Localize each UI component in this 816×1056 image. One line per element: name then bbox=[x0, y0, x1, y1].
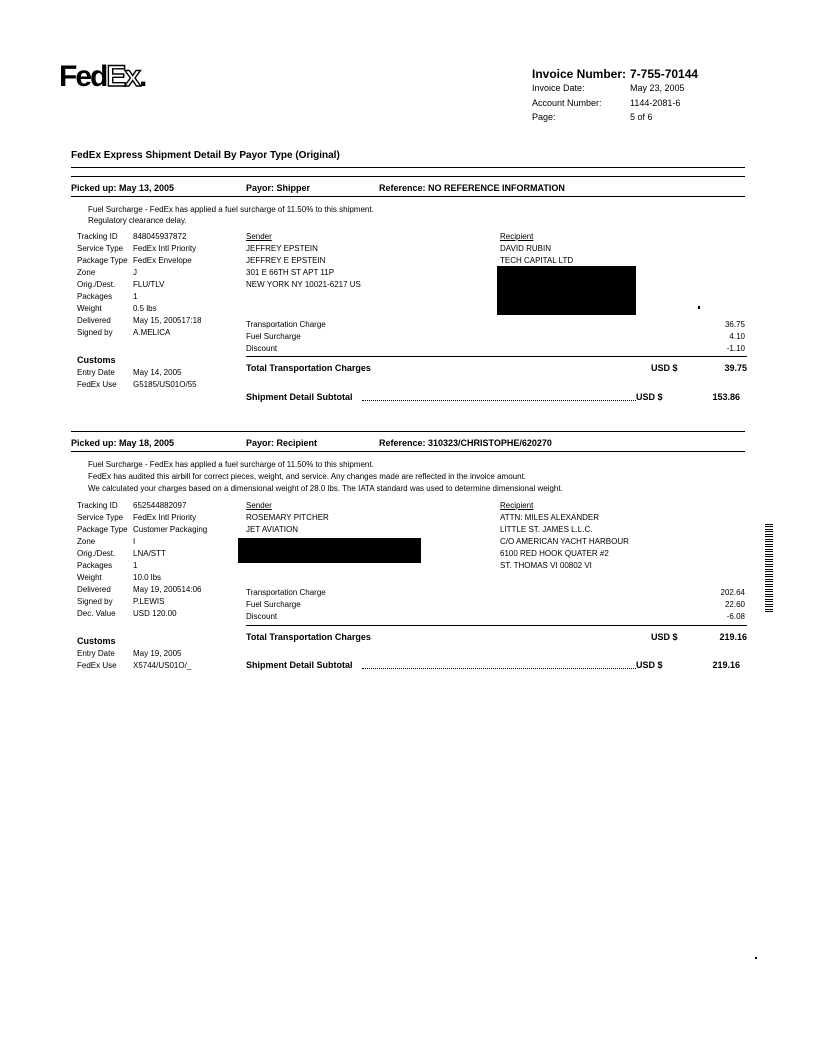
detail-value: P.LEWIS bbox=[133, 597, 165, 606]
charge-value: 22.60 bbox=[724, 600, 745, 609]
sender-line: NEW YORK NY 10021-6217 US bbox=[246, 280, 361, 289]
detail-label: Signed by bbox=[77, 328, 113, 337]
detail-label: Tracking ID bbox=[77, 232, 118, 241]
detail-value: FedEx Intl Priority bbox=[133, 513, 197, 522]
redaction-box bbox=[497, 266, 636, 315]
sender-label: Sender bbox=[246, 232, 272, 241]
charge-value: 36.75 bbox=[724, 320, 745, 329]
fedex-logo bbox=[59, 62, 145, 92]
detail-value: FLU/TLV bbox=[133, 280, 165, 289]
detail-label: Package Type bbox=[77, 525, 128, 534]
charge-label: Fuel Surcharge bbox=[246, 600, 301, 609]
subtotal-label: Shipment Detail Subtotal bbox=[246, 392, 353, 402]
sender-line: JET AVIATION bbox=[246, 525, 299, 534]
detail-label: Service Type bbox=[77, 244, 124, 253]
sender-label: Sender bbox=[246, 501, 272, 510]
subtotal-value: 219.16 bbox=[712, 660, 740, 670]
subtotal-value: 153.86 bbox=[712, 392, 740, 402]
total-currency: USD $ bbox=[651, 363, 678, 373]
detail-value: May 19, 200514:06 bbox=[133, 585, 202, 594]
logo-dot: . bbox=[139, 60, 146, 93]
detail-label: Delivered bbox=[77, 585, 111, 594]
dot-leader bbox=[362, 400, 636, 401]
total-value: 39.75 bbox=[724, 363, 747, 373]
invoice-number-label: Invoice Number: bbox=[532, 67, 627, 81]
shipment-1-payor: Payor: Shipper bbox=[246, 183, 311, 193]
detail-label: Signed by bbox=[77, 597, 113, 606]
stray-mark bbox=[698, 306, 700, 309]
invoice-number: 7-755-70144 bbox=[630, 67, 699, 81]
detail-value: Customer Packaging bbox=[133, 525, 208, 534]
invoice-date: May 23, 2005 bbox=[630, 83, 685, 93]
footer-mark bbox=[755, 957, 757, 959]
detail-label: Tracking ID bbox=[77, 501, 118, 510]
detail-label: Weight bbox=[77, 304, 102, 313]
detail-label: Weight bbox=[77, 573, 102, 582]
detail-value: 0.5 lbs bbox=[133, 304, 157, 313]
customs-value: May 14, 2005 bbox=[133, 368, 182, 377]
recipient-line: ATTN: MILES ALEXANDER bbox=[500, 513, 599, 522]
detail-label: Dec. Value bbox=[77, 609, 116, 618]
charge-label: Transportation Charge bbox=[246, 320, 326, 329]
recipient-line: LITTLE ST. JAMES L.L.C. bbox=[500, 525, 593, 534]
redaction-box bbox=[238, 538, 421, 563]
detail-value: USD 120.00 bbox=[133, 609, 177, 618]
barcode bbox=[765, 524, 773, 614]
divider bbox=[71, 196, 745, 197]
sender-line: JEFFREY E EPSTEIN bbox=[246, 256, 326, 265]
recipient-line: C/O AMERICAN YACHT HARBOUR bbox=[500, 537, 629, 546]
recipient-line: 6100 RED HOOK QUATER #2 bbox=[500, 549, 609, 558]
detail-value: A.MELICA bbox=[133, 328, 171, 337]
logo-fed: Fed bbox=[59, 60, 107, 93]
dot-leader bbox=[362, 668, 636, 669]
detail-label: Zone bbox=[77, 537, 96, 546]
detail-label: Orig./Dest. bbox=[77, 549, 116, 558]
charge-label: Discount bbox=[246, 344, 278, 353]
shipment-2-note: FedEx has audited this airbill for correct pieces, weight, and service. Any changes made are reflected in the invoice amount. bbox=[88, 472, 527, 481]
account-number: 1144-2081-6 bbox=[630, 98, 681, 108]
page-number: 5 of 6 bbox=[630, 112, 653, 122]
shipment-2-picked-up: Picked up: May 18, 2005 bbox=[71, 438, 175, 448]
total-value: 219.16 bbox=[719, 632, 747, 642]
total-label: Total Transportation Charges bbox=[246, 632, 371, 642]
subtotal-label: Shipment Detail Subtotal bbox=[246, 660, 353, 670]
charge-label: Transportation Charge bbox=[246, 588, 326, 597]
shipment-1-note: Fuel Surcharge - FedEx has applied a fuel surcharge of 11.50% to this shipment. bbox=[88, 205, 374, 214]
detail-value: LNA/STT bbox=[133, 549, 166, 558]
divider bbox=[71, 431, 745, 432]
total-currency: USD $ bbox=[651, 632, 678, 642]
recipient-line: ST. THOMAS VI 00802 VI bbox=[500, 561, 592, 570]
charge-value: -6.08 bbox=[726, 612, 745, 621]
shipment-2-reference: Reference: 310323/CHRISTOPHE/620270 bbox=[379, 438, 552, 448]
detail-label: Zone bbox=[77, 268, 96, 277]
detail-value: May 15, 200517:18 bbox=[133, 316, 202, 325]
account-number-label: Account Number: bbox=[532, 98, 602, 108]
section-title: FedEx Express Shipment Detail By Payor Type (Original) bbox=[71, 150, 340, 161]
customs-label: FedEx Use bbox=[77, 380, 117, 389]
shipment-1-note: Regulatory clearance delay. bbox=[88, 216, 187, 225]
detail-value: 1 bbox=[133, 561, 138, 570]
divider bbox=[71, 167, 745, 168]
total-label: Total Transportation Charges bbox=[246, 363, 371, 373]
subtotal-currency: USD $ bbox=[636, 392, 663, 402]
recipient-line: TECH CAPITAL LTD bbox=[500, 256, 574, 265]
charge-value: 202.64 bbox=[720, 588, 745, 597]
charge-label: Discount bbox=[246, 612, 278, 621]
sender-line: ROSEMARY PITCHER bbox=[246, 513, 329, 522]
tracking-id: 848045937872 bbox=[133, 232, 187, 241]
invoice-date-label: Invoice Date: bbox=[532, 83, 585, 93]
detail-value: I bbox=[133, 537, 136, 546]
page-label: Page: bbox=[532, 112, 556, 122]
recipient-line: DAVID RUBIN bbox=[500, 244, 551, 253]
customs-title: Customs bbox=[77, 355, 116, 365]
tracking-id: 652544882097 bbox=[133, 501, 187, 510]
detail-label: Orig./Dest. bbox=[77, 280, 116, 289]
detail-value: FedEx Envelope bbox=[133, 256, 192, 265]
customs-label: Entry Date bbox=[77, 649, 115, 658]
divider bbox=[71, 176, 745, 177]
recipient-label: Recipient bbox=[500, 232, 534, 241]
shipment-1-picked-up: Picked up: May 13, 2005 bbox=[71, 183, 175, 193]
charge-value: 4.10 bbox=[729, 332, 745, 341]
detail-value: 10.0 lbs bbox=[133, 573, 162, 582]
detail-value: J bbox=[133, 268, 137, 277]
charge-value: -1.10 bbox=[726, 344, 745, 353]
shipment-1-reference: Reference: NO REFERENCE INFORMATION bbox=[379, 183, 565, 193]
divider bbox=[246, 356, 747, 357]
customs-value: May 19, 2005 bbox=[133, 649, 182, 658]
shipment-2-note: We calculated your charges based on a dimensional weight of 28.0 lbs. The IATA standard was used to determine dimensional weight. bbox=[88, 484, 563, 493]
customs-label: FedEx Use bbox=[77, 661, 117, 670]
detail-label: Packages bbox=[77, 292, 113, 301]
sender-line: 301 E 66TH ST APT 11P bbox=[246, 268, 335, 277]
detail-label: Service Type bbox=[77, 513, 124, 522]
detail-label: Delivered bbox=[77, 316, 111, 325]
subtotal-currency: USD $ bbox=[636, 660, 663, 670]
logo-ex: Ex bbox=[106, 60, 140, 93]
detail-value: 1 bbox=[133, 292, 138, 301]
customs-label: Entry Date bbox=[77, 368, 115, 377]
shipment-2-note: Fuel Surcharge - FedEx has applied a fuel surcharge of 11.50% to this shipment. bbox=[88, 460, 374, 469]
sender-line: JEFFREY EPSTEIN bbox=[246, 244, 318, 253]
shipment-2-payor: Payor: Recipient bbox=[246, 438, 318, 448]
detail-label: Packages bbox=[77, 561, 113, 570]
customs-title: Customs bbox=[77, 636, 116, 646]
customs-value: X5744/US01O/_ bbox=[133, 661, 192, 670]
detail-label: Package Type bbox=[77, 256, 128, 265]
customs-value: G5185/US01O/55 bbox=[133, 380, 197, 389]
charge-label: Fuel Surcharge bbox=[246, 332, 301, 341]
divider bbox=[246, 625, 747, 626]
detail-value: FedEx Intl Priority bbox=[133, 244, 197, 253]
divider bbox=[71, 451, 745, 452]
recipient-label: Recipient bbox=[500, 501, 534, 510]
